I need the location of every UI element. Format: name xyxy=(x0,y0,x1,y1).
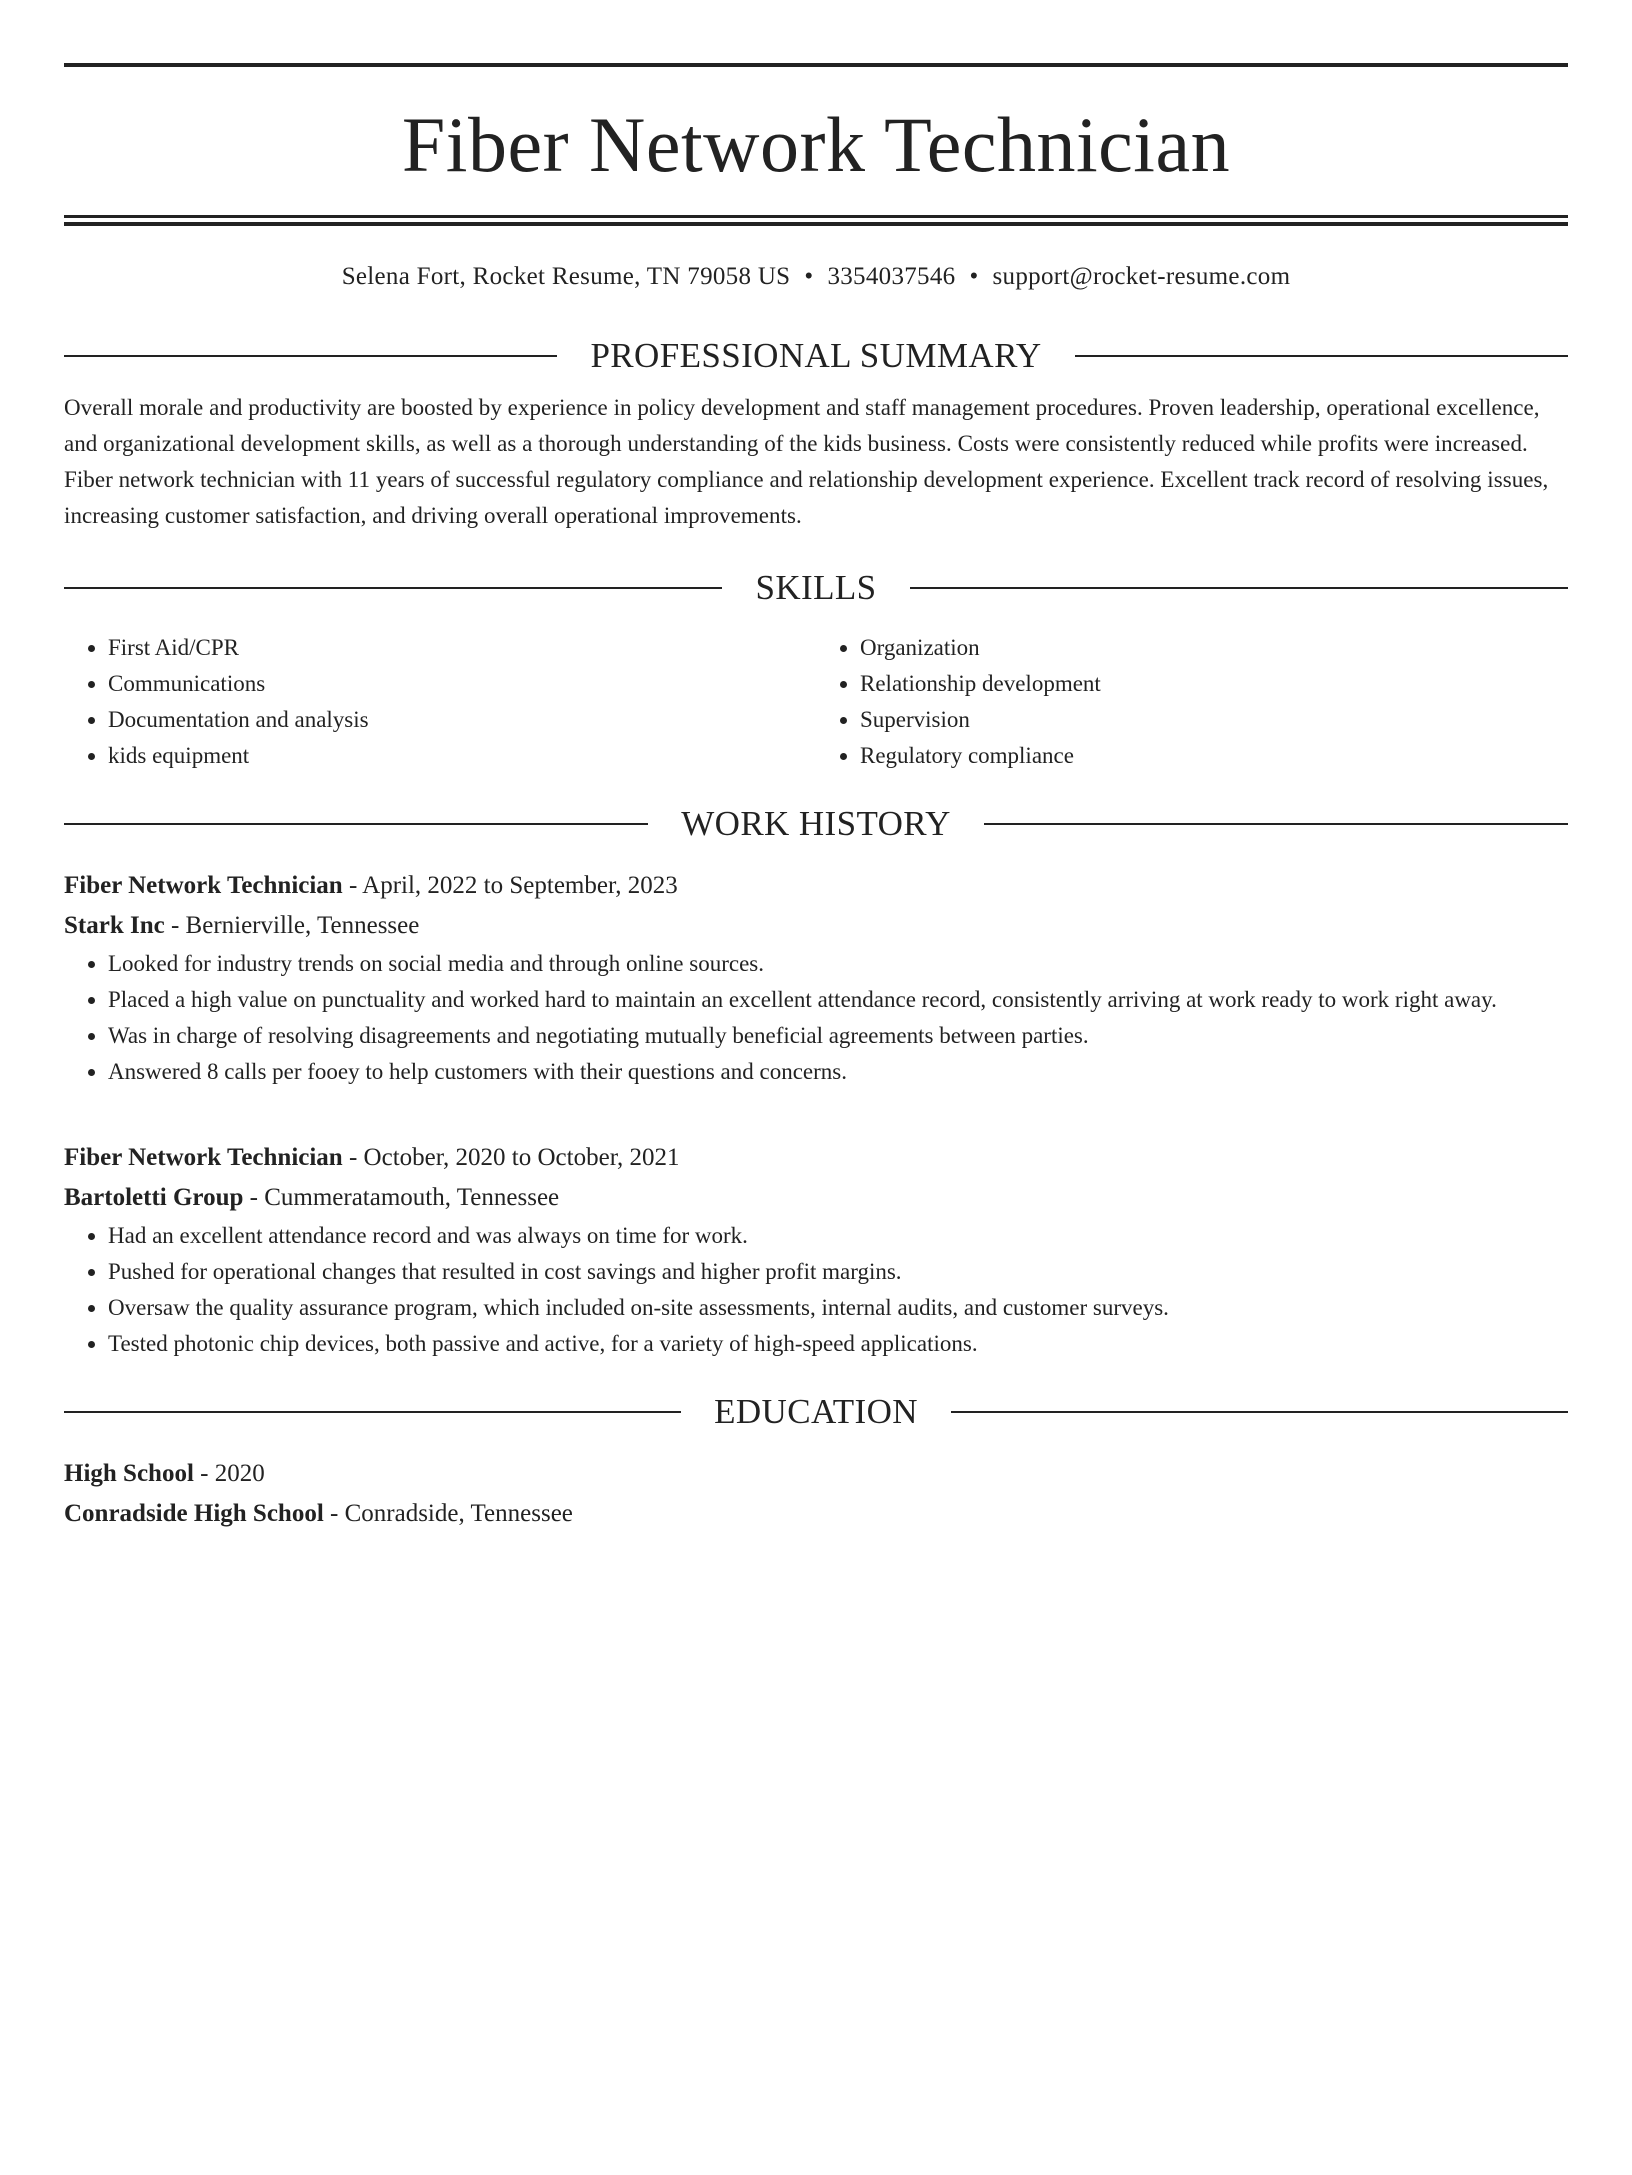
skills-list-left xyxy=(64,630,816,774)
education-school-line xyxy=(64,1494,1568,1534)
education-year: - 2020 xyxy=(193,1460,265,1487)
contact-separator: • xyxy=(804,263,814,290)
education-degree-line xyxy=(64,1454,1568,1494)
resume-title: Fiber Network Technician xyxy=(401,101,1231,188)
skill-item: • First Aid/CPR xyxy=(108,630,816,666)
job-bullet: • Looked for industry trends on social media and through online sources. xyxy=(108,946,1568,982)
job-company-line xyxy=(64,906,1568,946)
skill-item: • Supervision xyxy=(860,702,1568,738)
contact-phone: 3354037546 xyxy=(827,263,956,290)
job-bullet: • Was in charge of resolving disagreements and negotiating mutually beneficial agreements between parties. xyxy=(108,1018,1568,1054)
work-heading-label: WORK HISTORY xyxy=(681,804,951,843)
heading-rule-left xyxy=(64,823,648,825)
job-bullet: • Placed a high value on punctuality and worked hard to maintain an excellent attendance record, consistently arriving at work ready to work right away. xyxy=(108,982,1568,1018)
education-location: - Conradside, Tennessee xyxy=(323,1500,573,1527)
job-bullet: • Pushed for operational changes that resulted in cost savings and higher profit margins. xyxy=(108,1254,1568,1290)
job-company: Bartoletti Group xyxy=(64,1184,244,1211)
job-title-line xyxy=(64,1138,1568,1178)
job-company: Stark Inc xyxy=(64,912,165,939)
job-location: - Bernierville, Tennessee xyxy=(164,912,420,939)
heading-rule-left xyxy=(64,587,722,589)
title-double-rule xyxy=(64,215,1568,226)
heading-rule-right xyxy=(1075,355,1568,357)
job-entry xyxy=(64,1138,1568,1362)
job-bullets xyxy=(64,1218,1568,1362)
contact-separator: • xyxy=(969,263,979,290)
job-bullets xyxy=(64,946,1568,1090)
contact-address: Selena Fort, Rocket Resume, TN 79058 US xyxy=(341,263,791,290)
job-dates: - October, 2020 to October, 2021 xyxy=(342,1144,680,1171)
resume-page xyxy=(0,63,1632,2175)
job-location: - Cummeratamouth, Tennessee xyxy=(243,1184,560,1211)
job-title: Fiber Network Technician xyxy=(64,1144,343,1171)
job-title-line xyxy=(64,866,1568,906)
heading-rule-left xyxy=(64,1411,681,1413)
skills-column-right xyxy=(816,630,1568,774)
skills-heading xyxy=(64,568,1568,608)
skill-item: • kids equipment xyxy=(108,738,816,774)
contact-line xyxy=(64,260,1568,294)
job-dates: - April, 2022 to September, 2023 xyxy=(342,872,678,899)
education-heading-label: EDUCATION xyxy=(714,1392,918,1431)
contact-email: support@rocket-resume.com xyxy=(992,263,1291,290)
work-heading xyxy=(64,804,1568,844)
skills-column-left xyxy=(64,630,816,774)
skill-item: • Communications xyxy=(108,666,816,702)
summary-heading-label: PROFESSIONAL SUMMARY xyxy=(590,336,1042,375)
job-entry xyxy=(64,866,1568,1090)
job-title: Fiber Network Technician xyxy=(64,872,343,899)
summary-text: Overall morale and productivity are boosted by experience in policy development and staff management procedures. Proven leadership, operational excellence, and organizational development skills, as well as a thorough understanding of the kids business. Costs were consistently reduced while profits were increased. Fiber network technician with 11 years of successful regulatory compliance and relationship development experience. Excellent track record of resolving issues, increasing customer satisfaction, and driving overall operational improvements. xyxy=(64,395,1549,528)
summary-heading xyxy=(64,336,1568,376)
skill-item: • Documentation and analysis xyxy=(108,702,816,738)
job-company-line xyxy=(64,1178,1568,1218)
education-heading xyxy=(64,1392,1568,1432)
skills-grid xyxy=(64,630,1568,774)
education-entry xyxy=(64,1454,1568,1534)
top-rule xyxy=(64,63,1568,67)
skills-list-right xyxy=(816,630,1568,774)
skill-item: • Organization xyxy=(860,630,1568,666)
heading-rule-right xyxy=(951,1411,1568,1413)
heading-rule-left xyxy=(64,355,557,357)
education-degree: High School xyxy=(64,1460,194,1487)
education-school: Conradside High School xyxy=(64,1500,324,1527)
job-bullet: • Oversaw the quality assurance program, which included on-site assessments, internal audits, and customer surveys. xyxy=(108,1290,1568,1326)
skills-heading-label: SKILLS xyxy=(755,568,877,607)
skill-item: • Regulatory compliance xyxy=(860,738,1568,774)
job-bullet: • Tested photonic chip devices, both passive and active, for a variety of high-speed applications. xyxy=(108,1326,1568,1362)
job-bullet: • Answered 8 calls per fooey to help customers with their questions and concerns. xyxy=(108,1054,1568,1090)
heading-rule-right xyxy=(984,823,1568,825)
job-bullet: • Had an excellent attendance record and was always on time for work. xyxy=(108,1218,1568,1254)
heading-rule-right xyxy=(910,587,1568,589)
skill-item: • Relationship development xyxy=(860,666,1568,702)
